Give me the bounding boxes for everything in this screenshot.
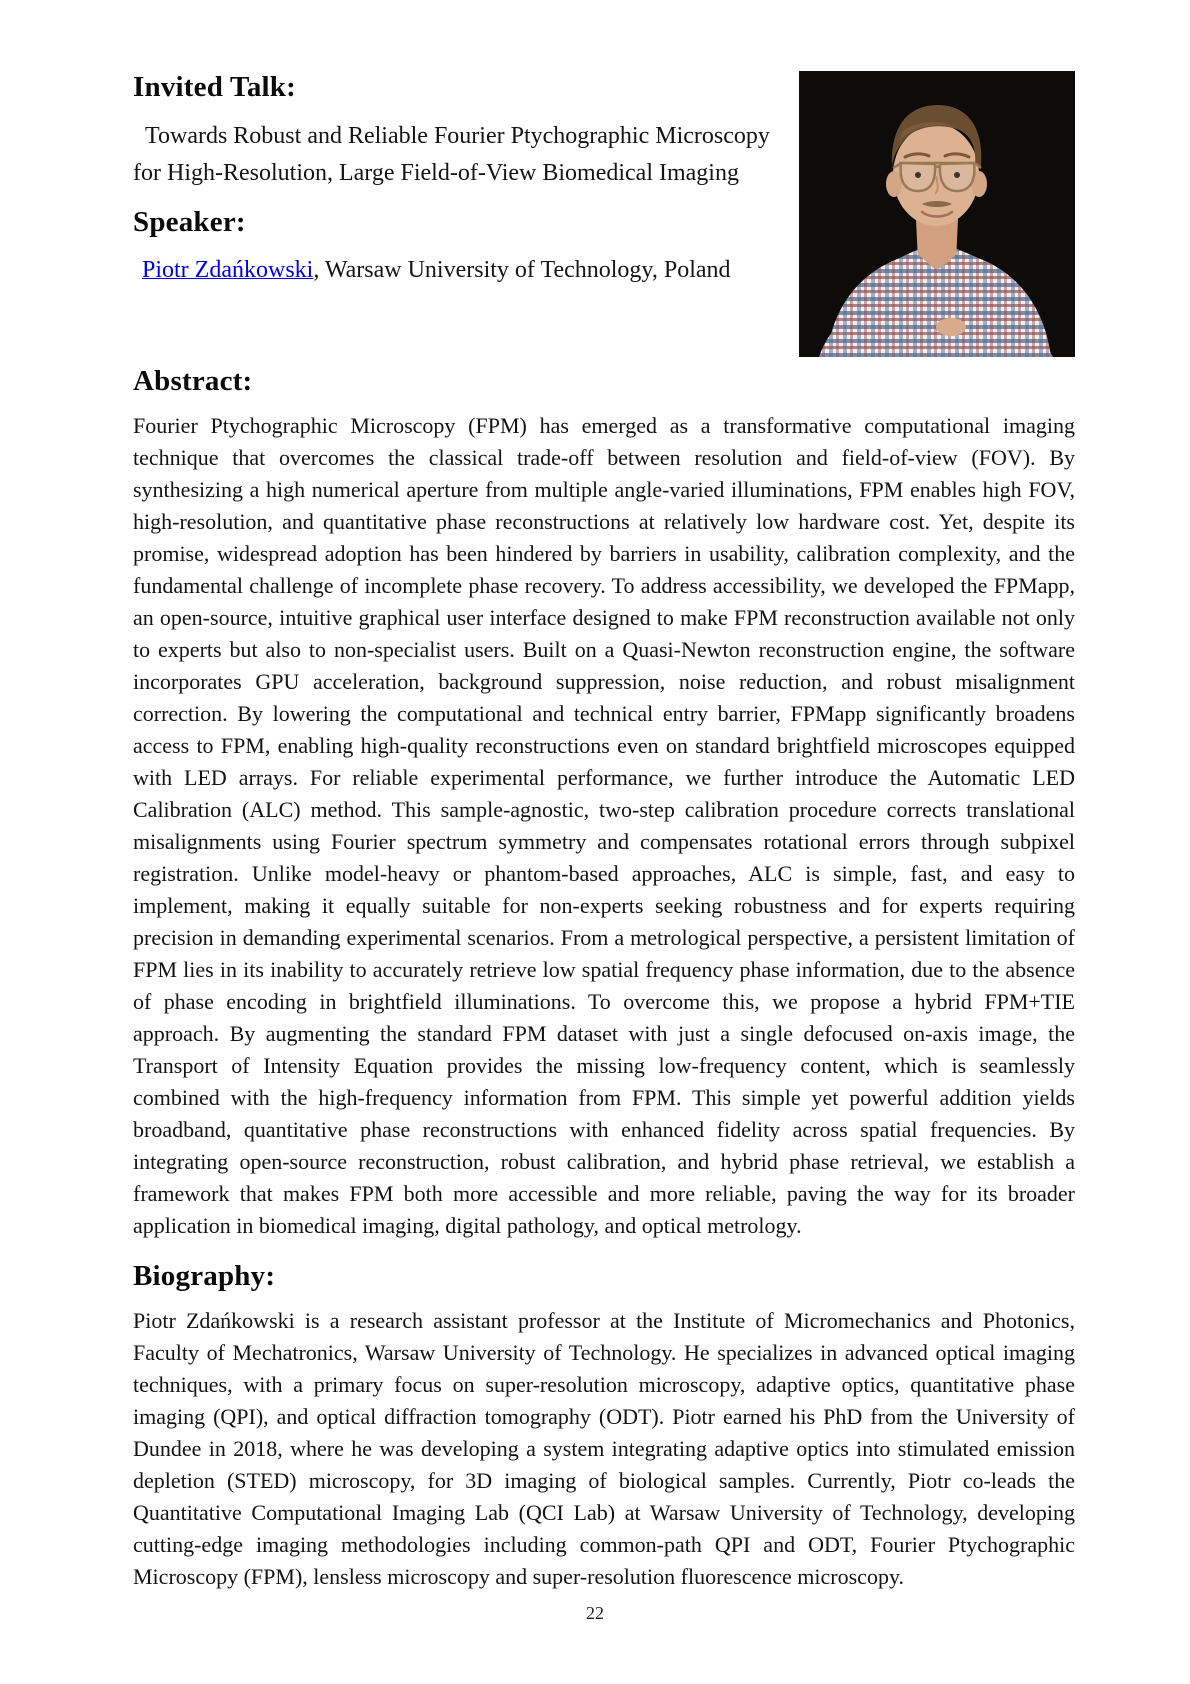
talk-title-line1: Towards Robust and Reliable Fourier Ptychographic Microscopy	[145, 123, 770, 149]
talk-header	[133, 0, 1075, 357]
speaker-portrait-illustration	[799, 71, 1075, 357]
biography-heading: Biography:	[133, 1260, 276, 1292]
invited-talk-heading: Invited Talk:	[133, 71, 296, 103]
speaker-line	[133, 255, 788, 285]
biography-text: Piotr Zdańkowski is a research assistant professor at the Institute of Micromechanics and Photonics, Faculty of Mechatronics, Warsaw University of Technology. He specializes in advanced optical imaging techniques, with a primary focus on super-resolution microscopy, adaptive optics, quantitative phase imaging (QPI), and optical diffraction tomography (ODT). Piotr earned his PhD from the University of Dundee in 2018, where he was developing a system integrating adaptive optics into stimulated emission depletion (STED) microscopy, for 3D imaging of biological samples. Currently, Piotr co-leads the Quantitative Computational Imaging Lab (QCI Lab) at Warsaw University of Technology, developing cutting-edge imaging methodologies including common-path QPI and ODT, Fourier Ptychographic Microscopy (FPM), lensless microscopy and super-resolution fluorescence microscopy.	[133, 1308, 1075, 1589]
abstract-text: Fourier Ptychographic Microscopy (FPM) has emerged as a transformative computational imaging technique that overcomes the classical trade-off between resolution and field-of-view (FOV). By synthesizing a high numerical aperture from multiple angle-varied illuminations, FPM enables high FOV, high-resolution, and quantitative phase reconstructions at relatively low hardware cost. Yet, despite its promise, widespread adoption has been hindered by barriers in usability, calibration complexity, and the fundamental challenge of incomplete phase recovery. To address accessibility, we developed the FPMapp, an open-source, intuitive graphical user interface designed to make FPM reconstruction available not only to experts but also to non-specialist users. Built on a Quasi-Newton reconstruction engine, the software incorporates GPU acceleration, background suppression, noise reduction, and robust misalignment correction. By lowering the computational and technical entry barrier, FPMapp significantly broadens access to FPM, enabling high-quality reconstructions even on standard brightfield microscopes equipped with LED arrays. For reliable experimental performance, we further introduce the Automatic LED Calibration (ALC) method. This sample-agnostic, two-step calibration procedure corrects translational misalignments using Fourier spectrum symmetry and compensates rotational errors through subpixel registration. Unlike model-heavy or phantom-based approaches, ALC is simple, fast, and easy to implement, making it equally suitable for non-experts seeking robustness and for experts requiring precision in demanding experimental scenarios. From a metrological perspective, a persistent limitation of FPM lies in its inability to accurately retrieve low spatial frequency phase information, due to the absence of phase encoding in brightfield illuminations. To overcome this, we propose a hybrid FPM+TIE approach. By augmenting the standard FPM dataset with just a single defocused on-axis image, the Transport of Intensity Equation provides the missing low-frequency content, which is seamlessly combined with the high-frequency information from FPM. This simple yet powerful addition yields broadband, quantitative phase reconstructions with enhanced fidelity across spatial frequencies. By integrating open-source reconstruction, robust calibration, and hybrid phase retrieval, we establish a framework that makes FPM both more accessible and more reliable, paving the way for its broader application in biomedical imaging, digital pathology, and optical metrology.	[133, 413, 1075, 1238]
abstract-heading: Abstract:	[133, 365, 253, 397]
speaker-name-link[interactable]: Piotr Zdańkowski	[142, 257, 314, 283]
talk-header-text	[133, 71, 788, 285]
speaker-heading: Speaker:	[133, 206, 246, 238]
speaker-photo	[799, 71, 1075, 357]
ear-left	[886, 171, 902, 197]
page-number: 22	[586, 1603, 604, 1623]
talk-title-line2: for High-Resolution, Large Field-of-View Biomedical Imaging	[133, 160, 739, 186]
talk-title	[133, 118, 788, 192]
speaker-affiliation: , Warsaw University of Technology, Poland	[313, 257, 731, 283]
hand	[936, 318, 966, 336]
eye-right	[954, 172, 960, 178]
eye-left	[915, 172, 921, 178]
page-content	[133, 0, 1075, 1593]
